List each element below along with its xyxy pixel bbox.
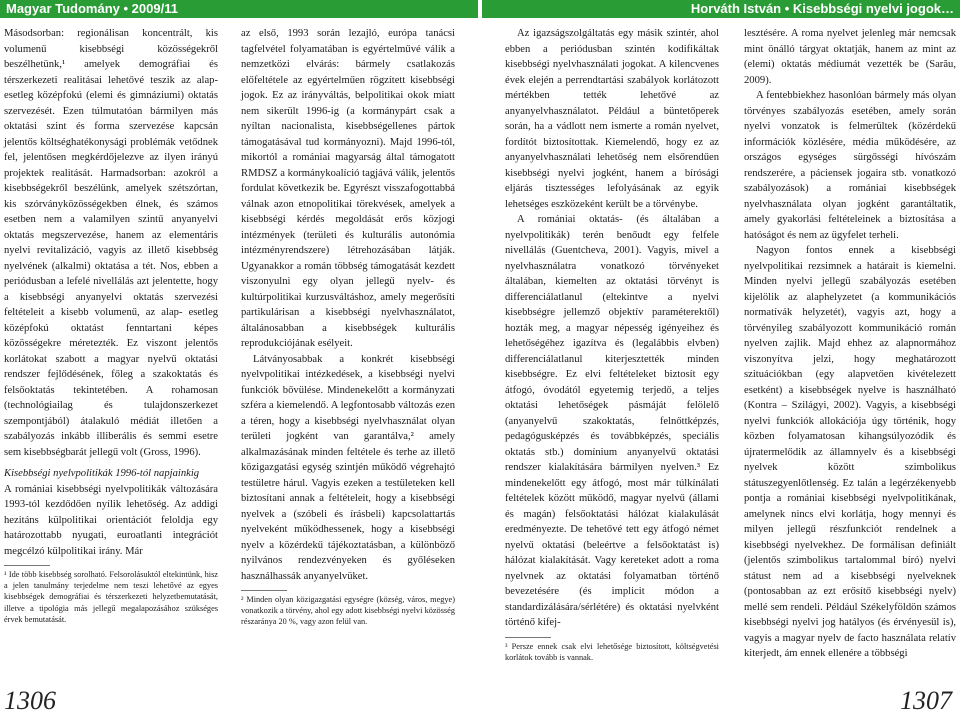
section-subtitle: Kisebbségi nyelvpolitikák 1996-tól napjainkig [4, 468, 200, 479]
paragraph: Az igazságszolgáltatás egy másik szintér, ahol ebben a periódusban szintén kodifikáltak kisebbségi nyelvhasználati jogokat. A kilencvenes évek elején a perrendtartási szabályok korlátozott mértékben tették lehetővé az anyanyelvhasználatot. Például a büntetőperek során, ha a vádlott nem ismerte a román nyelvet, fordítót biztosítottak. Kiemelendő, hogy ez az anyanyelvhasználati lehetőség nem elsőrendűen kisebbségi nyelvi jogként, hanem a bírósági eljárás tisztességes lefolyásának az egyik lehetséges eszközeként került be a törvénybe. [505, 28, 719, 210]
page-number-right: 1307 [900, 686, 952, 715]
paragraph: az első, 1993 során lezajló, európa tanácsi tagfelvétel folyamatában is egyértelművé válik a nemzetközi elvárás: bármely csatlakozás előfeltétele az egyértelműen rögzített kisebbségi jogok. Ez az irányváltás, belpolitikai okok miatt nem sikerült 1996-ig (a kormánypárt csak a nyíltan nacionalista, kisebbségellenes pártok támogatásával tud kormányozni). Majd 1996-tól, mikortól a romániai magyarság által támogatott RMDSZ a kormánykoalíció tagjává válik, jelentős fordulat következik be. Egyrészt visszafogottabbá válnak azon etnopolitikai törekvések, amelyek a kisebbségi kérdés megoldását erős közjogi intézmények (területi és kulturális autonómia intézményrendszere) létrehozásában látják. Ugyanakkor a román többség támogatását kezdett viszonyulni egy olyan jellegű nyelv- és kultúrpolitikai kurzusváltáshoz, amely megerősíti partikulárisan a kisebbségi nyelvhasználatot, általánosabban a kisebbségek kulturális reprodukciójának esélyeit. [241, 28, 455, 349]
column-3 [505, 26, 719, 663]
paragraph: Másodsorban: regionálisan koncentrált, kis volumenű kisebbségi közösségekről beszélhetünk,¹ amelyek demográfiai és térszerkezeti realitásai lehetővé teszik az alap- esetleg középfokú (elemi és gimnáziumi) oktatás szervezését. Ezen túlmutatóan bármilyen más oktatási szint és forma szervezése kapcsán jelentős költséghatékonysági problémák vetődnek fel, jelentősen megkérdőjelezve az ilyen irányú projektek realitását. Harmadsorban: azokról a kisebbségekről beszélünk, amelyek szétszórtan, kis szórványközösségekben élnek, és számos esetben nem a valamilyen szintű anyanyelvi oktatás megszervezése, hanem az elementáris nyelvi revitalizáció, vagyis az illető kisebbség nyelvének (alkalmi) oktatása a tét. Nos, ebben a periódusban a lefelé nivellálás azt jelentette, hogy a kisebbségi anyanyelvi oktatás szervezési feltételeit a kisebb volumenű, az alap- esetleg középfokú oktatást fenntartani képes közösségekre méretezték. Ez viszont jelentős korlátokat szabott a magyar nyelvű oktatási rendszer fejlődésének, főleg a szakoktatás és felsőoktatás tekintetében. A rohamosan (technológiailag és tulajdonszerkezet szempontjából) átalakuló médiát illetően a szabályozás inkább illiberális és semmi esetre sem kisebbségbarát jellegű volt (Gross, 1996). [4, 28, 218, 458]
paragraph: A romániai oktatás- (és általában a nyelvpolitikák) terén benőudt egy felfele nivellálás (Guentcheva, 2001). Vagyis, mivel a nyelvhasználatra vonatkozó törvényeket általában, kiemelten az oktatási törvényt is differenciálatlanul (eltekintve a nyelvi kisebbségre jellemző objektív paraméterektől) hozták meg, a magyar népesség igényeihez és lehetőségéhez igazítva és (legalábbis elvben) differenciálatlanul kiterjesztették minden kisebbségre. Ez elvi feltételeket biztosít egy átfogó, óvodától egyetemig terjedő, a teljes oktatási lehetőségek pásmáját felölelő (anyanyelvű szakoktatás, felnőttképzés, pedagógusképzés és továbbképzés, speciális oktatás stb.) domínium anyanyelvű oktatási rendszer kialakítására bármilyen nyelven.³ Ez mindenekelőtt egy átfogó, most már túlkínálati feltételek között működő, magyar nyelvű (állami és magán) felsőoktatási hálózat kialakulását eredményezte. De tehetővé tett egy átfogó német nyelvű oktatási (beleértve a felsőoktatást is) hálózat kialakítását. Vagy kereteket adott a roma nyelvnek az oktatási folyamatban történő bevezetésére (és implicit módon a standardizálására/sérlétére) és oktatási nyelvként történő kifej- [505, 214, 719, 628]
paragraph: Látványosabbak a konkrét kisebbségi nyelvpolitikai intézkedések, a kisebbségi nyelvi funkciók bővülése. Mindenekelőtt a kormányzati szféra a kiemelendő. A legfontosabb változás ezen a téren, hogy a kisebbségi nyelvhasználat olyan területi jogként van garantálva,² amely alkalmazásának minden feltétele és terhe az illető közigazgatási egység szintjén működő végrehajtó testületre hárul. Vagyis ezeken a testületeken kell biztosítani annak a feltételeit, hogy a kisebbségi nyelvek a (szóbeli és írásbeli) kapcsolattartás nyelveként működhessenek, hogy a kisebbségi nyelv a közérdekű tájékoztatásban, a különböző nyilvános rendezvényeken és győléseken használhassák anyanyelvüket. [241, 353, 455, 582]
paragraph: Nagyon fontos ennek a kisebbségi nyelvpolitikai rezsimnek a határait is kiemelni. Minden nyelvi jellegű szabályozás esetében kijelölik az alaphelyzetet (a kommunikációs normatívák helyzetét), vagyis azt, hogy a törvényileg szabályozott kommunikáció román nyelven zajlik. Majd ehhez az alapnormához viszonyítva jelzi, hogy meghatározott szituációkban (egy alapvetően kivételezett esetként) a kisebbségek nyelve is használható (Kontra – Szilágyi, 2002). Vagyis, a kisebbségi nyelvi funkciók allokációja úgy történik, hogy közben folyamatosan kihangsúlyozódik és újratermelődik az államnyelv és a kisebbségi nyelvek között szimbolikus státuszegyenlőtlenség. Ez talán a legérzékenyebb pontja a romániai kisebbségi nyelvpolitikának, amelynek nincs elvi korlátja, hogy mennyi és milyen jellegű részfunkciót rendelnek a kisebbségi nyelvekhez. De formálisan definiált (jelentős szimbolikus tartalommal bíró) nyelvi státust nem ad a kisebbségi nyelveknek (pontosabban az ezt erősítő kisebbségi nyelv) mellé sem rendeli. Például Székelyföldön számos kisebbségi nyelvi jog hatályos (és érvényesül is), vagyis a magyar nyelv de facto használata relatív kiterjedt, ám ennek ellenére a többségi [744, 245, 956, 659]
page-number-left: 1306 [4, 686, 56, 715]
footnote: ² Minden olyan közigazgatási egységre (község, város, megye) vonatkozik a törvény, ahol egy adott kisebbségi nyelvi közösség részaránya 20 %, vagy azon felül van. [241, 595, 455, 627]
footnote: ³ Persze ennek csak elvi lehetősége biztosított, költségvetési korlátok tovább is vannak. [505, 641, 719, 662]
paragraph: A romániai kisebbségi nyelvpolitikák változására 1993-tól kezdődően nyílik lehetőség. Az addigi hezitáns külpolitikai orientációt feloldja egy határozottabb nyugati, euroatlanti integrációt megcélzó külpolitikai irány. Már [4, 483, 218, 557]
footnote-divider [4, 565, 50, 566]
paragraph: A fentebbiekhez hasonlóan bármely más olyan törvényes szabályozás esetében, amely során nyelvi vonzatok is felmerültek (közérdekű információk közlésére, média működésére, az országos egységes sürgősségi hívószám rendszerére, a páciensek jogaira stb. vonatkozó szabályozások) a romániai kisebbségek nyelvhasználata olyan jogként garantáltatik, amely gyakorlási feltételeinek a biztosítása a hatóságot és nem az ügyfelet terheli. [744, 90, 956, 241]
column-2 [241, 26, 455, 628]
header-article-title: Horváth István • Kisebbségi nyelvi jogok… [482, 0, 960, 18]
header-journal-title: Magyar Tudomány • 2009/11 [0, 0, 478, 18]
column-4 [744, 26, 956, 662]
footnote-divider [241, 590, 287, 591]
footnote-divider [505, 637, 551, 638]
column-1 [4, 26, 218, 625]
footnote: ¹ Ide több kisebbség sorolható. Felsorolásuktól eltekintünk, hisz a jelen tanulmány terjedelme nem teszi lehetővé az egyes kisebbségek demográfiai és térszerkezeti helyzetbemutatását, illetve a tipológia más jellegű megalapozásához szükséges érvek bemutatását. [4, 570, 218, 624]
paragraph: lesztésére. A roma nyelvet jelenleg már nemcsak mint önálló tárgyat oktatják, hanem az mint az (elemi) oktatás médiumát vezették be (Sarău, 2009). [744, 28, 956, 86]
